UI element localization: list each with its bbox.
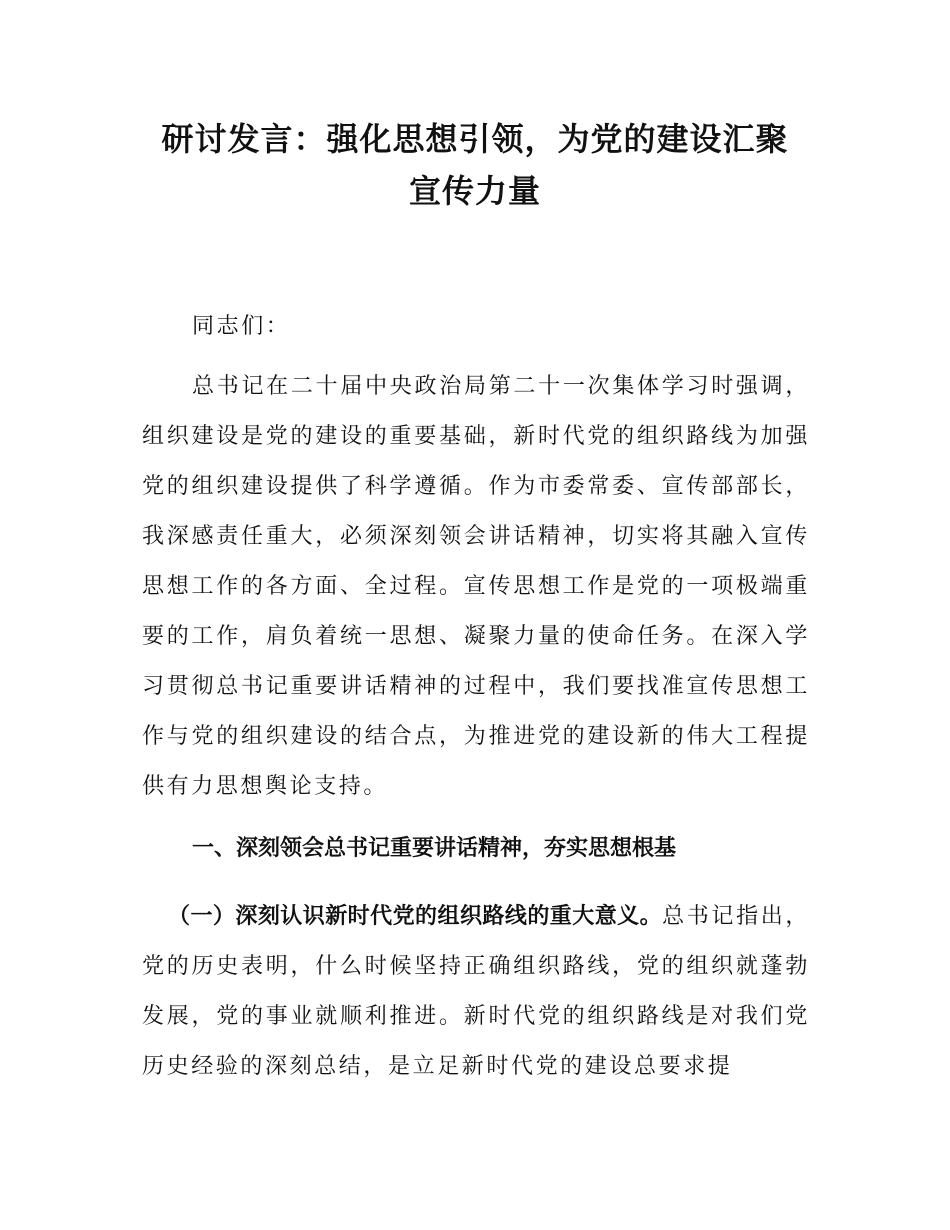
paragraph-subsection-1 (142, 892, 810, 1092)
paragraph-intro: 总书记在二十届中央政治局第二十一次集体学习时强调，组织建设是党的建设的重要基础，新时代党的组织路线为加强党的组织建设提供了科学遵循。作为市委常委、宣传部部长，我深感责任重大，必须深刻领会讲话精神，切实将其融入宣传思想工作的各方面、全过程。宣传思想工作是党的一项极端重要的工作，肩负着统一思想、凝聚力量的使命任务。在深入学习贯彻总书记重要讲话精神的过程中，我们要找准宣传思想工作与党的组织建设的结合点，为推进党的建设新的伟大工程提供有力思想舆论支持。 (142, 374, 810, 799)
document-title-line-2: 宣传力量 (408, 172, 541, 210)
subsection-1-text: 总书记指出，党的历史表明，什么时候坚持正确组织路线，党的组织就蓬勃发展，党的事业就顺利推进。新时代党的组织路线是对我们党历史经验的深刻总结，是立足新时代党的建设总要求提 (142, 904, 810, 1079)
subsection-heading-1: （一）深刻认识新时代党的组织路线的重大意义。 (168, 904, 663, 929)
document-title (100, 113, 850, 217)
document-title-line-1: 研讨发言：强化思想引领，为党的建设汇聚 (161, 120, 789, 158)
section-heading-1: 一、深刻领会总书记重要讲话精神，夯实思想根基 (192, 836, 677, 861)
salutation: 同志们： (192, 314, 291, 339)
